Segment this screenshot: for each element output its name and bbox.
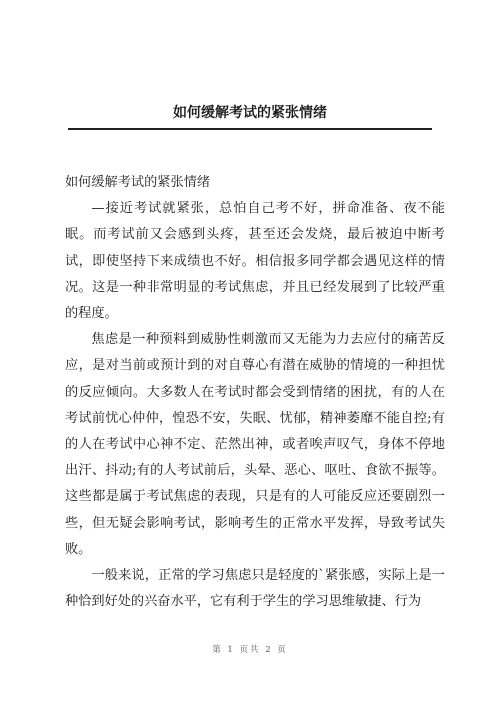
- body-heading: 如何缓解考试的紧张情绪: [65, 175, 211, 190]
- page-footer: 第 1 页共 2 页: [212, 645, 288, 655]
- paragraph-2: 焦虑是一种预料到威胁性刺激而又无能为力去应付的痛苦反应，是对当前或预计到的对自尊心有潜在威胁的情境的一种担忧的反应倾向。大多数人在考试时都会受到情绪的困扰，有的人在考试前忧心仲仲，惶恐不安，失眠、忧郁，精神萎靡不能自控;有的人在考试中心神不定、茫然出神，或者唉声叹气，身体不停地出汗、抖动;有的人考试前后，头晕、恶心、呕吐、食欲不振等。这些都是属于考试焦虑的表现，只是有的人可能反应还要剧烈一些，但无疑会影响考试，影响考生的正常水平发挥，导致考试失败。: [65, 332, 445, 557]
- document-body: [65, 170, 445, 615]
- title-divider: [68, 128, 432, 130]
- document-title: 如何缓解考试的紧张情绪: [173, 105, 327, 121]
- paragraph-1: —接近考试就紧张，总怕自己考不好，拼命准备、夜不能眠。而考试前又会感到头疼，甚至还会发烧，最后被迫中断考试，即使坚持下来成绩也不好。相信报多同学都会遇见这样的情况。这是一种非常明显的考试焦虑，并且已经发展到了比较严重的程度。: [65, 201, 445, 322]
- paragraph-3: 一般来说，正常的学习焦虑只是轻度的`紧张感，实际上是一种恰到好处的兴奋水平，它有利于学生的学习思维敏捷、行为: [65, 568, 445, 610]
